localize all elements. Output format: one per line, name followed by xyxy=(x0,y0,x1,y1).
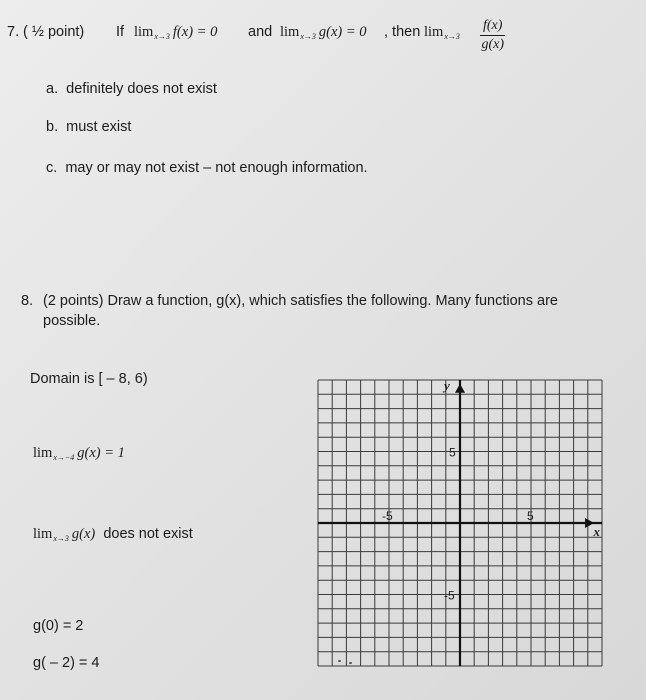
q7-and: and xyxy=(248,24,273,40)
q8-condition-g-minus2: g( – 2) = 4 xyxy=(33,655,100,671)
tick-label: 5 xyxy=(449,445,456,460)
q7-fraction-numerator: f(x) xyxy=(480,18,505,36)
q7-fraction xyxy=(480,18,505,53)
q8-number: 8. xyxy=(21,293,34,309)
x-axis-label: x xyxy=(593,524,600,539)
q8-condition-limit-minus4: $\lim_{x\to-4} g(x) = 1$ xyxy=(33,445,125,462)
q7-if: If xyxy=(116,24,125,40)
tick-label: -5 xyxy=(444,588,455,603)
paper-speck xyxy=(349,662,352,664)
paper-speck xyxy=(338,660,341,662)
q7-option-a[interactable]: a. definitely does not exist xyxy=(46,81,217,97)
q7-number: 7. xyxy=(7,24,20,40)
graph-area[interactable] xyxy=(316,378,604,673)
q7-option-c[interactable]: c. may or may not exist – not enough information. xyxy=(46,160,368,176)
q8-instruction-line2: possible. xyxy=(43,313,101,329)
q8-condition-limit-3: $\lim_{x\to 3} g(x)$ does not exist xyxy=(33,526,193,543)
q7-limit-ratio: $\lim_{x\to 3}$ xyxy=(424,24,460,41)
q7-fraction-denominator: g(x) xyxy=(481,37,504,52)
q8-instruction-line1: (2 points) Draw a function, g(x), which satisfies the following. Many functions are xyxy=(43,293,558,309)
y-axis-label: y xyxy=(444,378,450,394)
q7-option-b[interactable]: b. must exist xyxy=(46,119,132,135)
q8-domain: Domain is [ – 8, 6) xyxy=(30,371,148,387)
q7-limit-f: $\lim_{x\to 3} f(x) = 0$ xyxy=(134,24,218,41)
q8-condition-g0: g(0) = 2 xyxy=(33,618,84,634)
q7-then: , then xyxy=(384,24,421,40)
y-axis-arrow-icon xyxy=(455,384,465,393)
tick-label: -5 xyxy=(382,509,393,523)
tick-labels xyxy=(382,378,600,602)
q7-limit-g: $\lim_{x\to 3} g(x) = 0$ xyxy=(280,24,367,41)
tick-label: 5 xyxy=(527,509,534,523)
q7-points: ( ½ point) xyxy=(23,24,85,40)
coordinate-grid[interactable] xyxy=(316,378,604,668)
